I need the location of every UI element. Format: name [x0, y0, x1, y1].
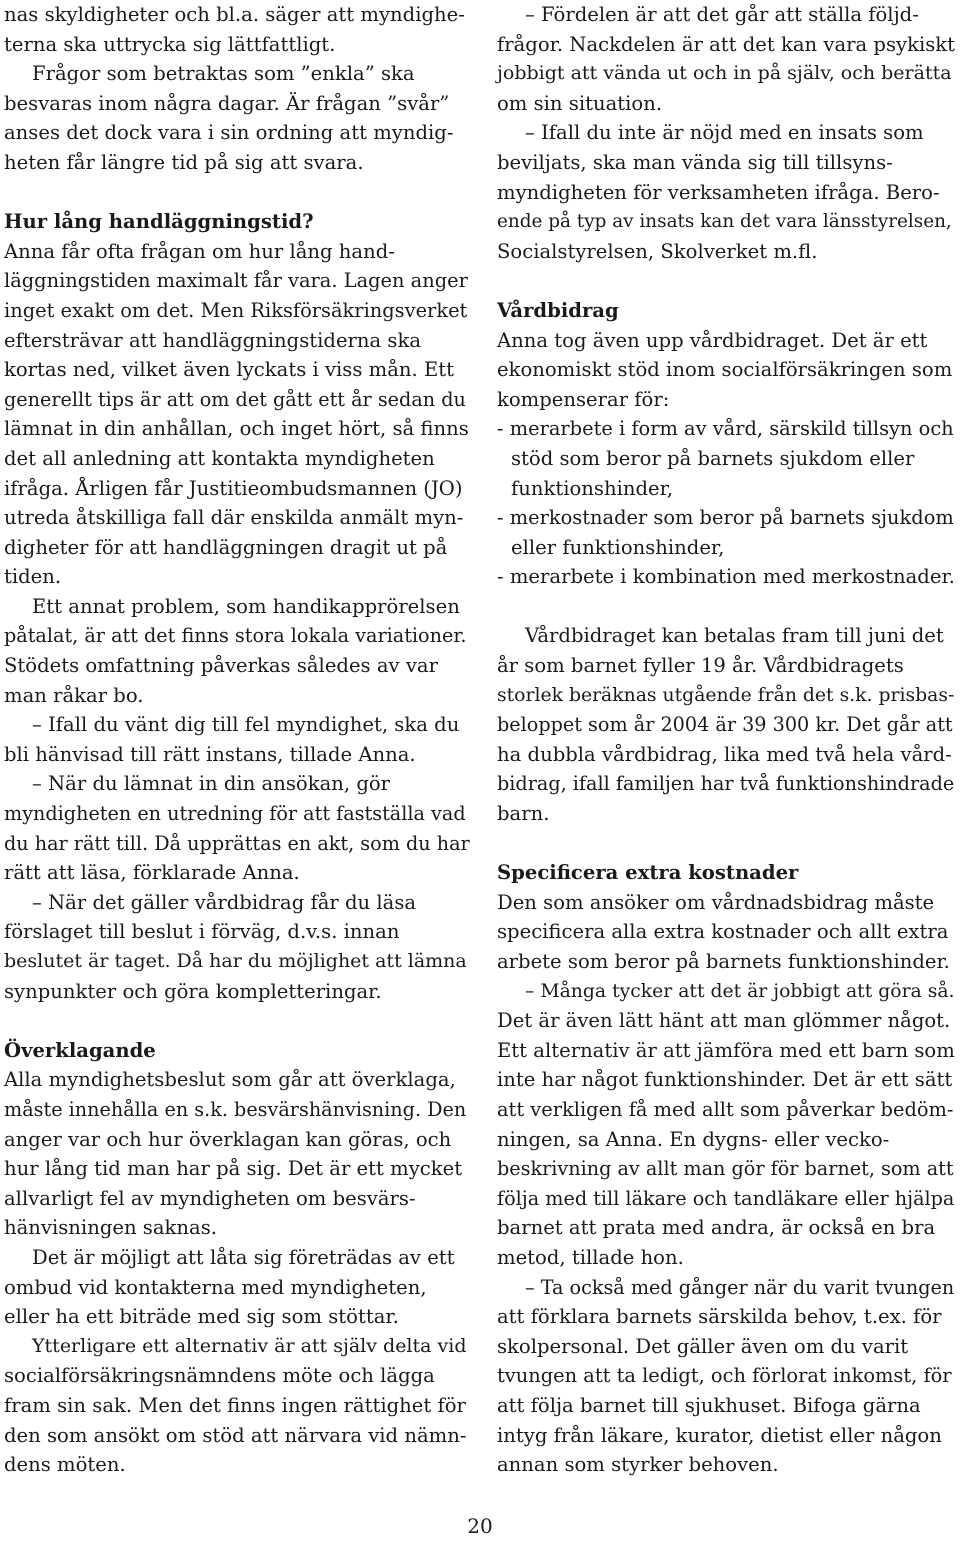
text-line: stöd som beror på barnets sjukdom eller — [511, 446, 915, 470]
text-line: generellt tips är att om det gått ett år sedan du — [4, 387, 466, 411]
text-line: Ytterligare ett alternativ är att själv delta vid — [32, 1334, 467, 1357]
text-line: socialförsäkringsnämndens möte och lägga — [4, 1364, 435, 1388]
text-line: Anna får ofta frågan om hur lång hand- — [4, 239, 395, 263]
section-heading: Överklagande — [4, 1038, 156, 1062]
text-line: beskrivning av allt man gör för barnet, som att — [497, 1157, 954, 1181]
text-line: Ett alternativ är att jämföra med ett barn som — [497, 1038, 955, 1062]
text-line: beloppet som år 2004 är 39 300 kr. Det går att — [497, 713, 953, 737]
text-line: Alla myndighetsbeslut som går att överklaga, — [4, 1068, 456, 1092]
text-line: – När du lämnat in din ansökan, gör — [32, 772, 391, 796]
text-line: Det är även lätt hänt att man glömmer något. — [497, 1009, 951, 1033]
text-line: inget exakt om det. Men Riksförsäkringsverket — [4, 298, 468, 322]
text-line: den som ansökt om stöd att närvara vid nämn- — [4, 1423, 467, 1447]
text-line: myndigheten för verksamheten ifråga. Bero- — [497, 180, 940, 204]
text-line: läggningstiden maximalt får vara. Lagen anger — [4, 269, 468, 293]
text-line: besvaras inom några dagar. Är frågan ”svår” — [4, 91, 450, 115]
text-line: annan som styrker behoven. — [497, 1453, 779, 1477]
paragraph-spacer — [497, 266, 955, 296]
text-line: - merarbete i kombination med merkostnader. — [497, 565, 955, 589]
text-line: hur lång tid man har på sig. Det är ett mycket — [4, 1157, 463, 1181]
text-line: beslutet är taget. Då har du möjlighet att lämna — [4, 950, 467, 972]
text-line: att följa barnet till sjukhuset. Bifoga gärna — [497, 1393, 921, 1417]
text-line: storlek beräknas utgående från det s.k. prisbas- — [497, 684, 955, 706]
text-line: intyg från läkare, kurator, dietist eller någon — [497, 1423, 942, 1447]
text-line: utreda åtskilliga fall där enskilda anmält myn- — [4, 506, 464, 530]
paragraph-spacer — [4, 1006, 470, 1036]
text-line: anses det dock vara i sin ordning att myndig- — [4, 121, 454, 145]
text-line: funktionshinder, — [511, 476, 674, 500]
text-line: eller ha ett biträde med sig som stöttar. — [4, 1305, 399, 1329]
text-line: barnet att prata med andra, är också en bra — [497, 1216, 936, 1240]
text-line: dens möten. — [4, 1453, 126, 1477]
text-line: det all anledning att kontakta myndigheten — [4, 446, 435, 470]
paragraph-spacer — [497, 592, 955, 622]
text-line: ombud vid kontakterna med myndigheten, — [4, 1275, 427, 1299]
text-line: heten får längre tid på sig att svara. — [4, 150, 364, 174]
text-line: att förklara barnets särskilda behov, t.ex. för — [497, 1305, 942, 1329]
text-line: jobbigt att vända ut och in på själv, och berätta — [497, 62, 952, 85]
text-line: terna ska uttrycka sig lättfattligt. — [4, 32, 336, 56]
text-line: ekonomiskt stöd inom socialförsäkringen som — [497, 358, 953, 382]
text-line: fram sin sak. Men det finns ingen rättighet för — [4, 1393, 466, 1417]
text-line: ende på typ av insats kan det vara länsstyrelsen, — [497, 211, 952, 233]
text-line: ifråga. Årligen får Justitieombudsmannen (JO) — [4, 476, 463, 500]
text-line: kortas ned, vilket även lyckats i viss mån. Ett — [4, 358, 455, 382]
text-line: om sin situation. — [497, 91, 663, 115]
text-line: synpunkter och göra kompletteringar. — [4, 979, 382, 1003]
text-line: – Ifall du vänt dig till fel myndighet, ska du — [32, 713, 460, 737]
text-line: - merarbete i form av vård, särskild tillsyn och — [497, 417, 954, 441]
text-line: – Många tycker att det är jobbigt att göra så. — [525, 980, 955, 1002]
text-line: specificera alla extra kostnader och allt extra — [497, 920, 949, 944]
text-line: skolpersonal. Det gäller även om du varit — [497, 1334, 909, 1358]
text-line: påtalat, är att det finns stora lokala variationer. — [4, 624, 467, 648]
section-heading: Specificera extra kostnader — [497, 861, 799, 885]
text-line: beviljats, ska man vända sig till tillsyns- — [497, 150, 893, 174]
text-line: allvarligt fel av myndigheten om besvärs- — [4, 1186, 416, 1210]
text-line: nas skyldigheter och bl.a. säger att myndighe- — [4, 3, 465, 26]
text-line: - merkostnader som beror på barnets sjukdom — [497, 506, 954, 530]
text-line: barn. — [497, 802, 550, 826]
text-line: hänvisningen saknas. — [4, 1216, 217, 1240]
right-column — [497, 0, 955, 1480]
text-line: Vårdbidraget kan betalas fram till juni det — [525, 624, 944, 648]
text-line: du har rätt till. Då upprättas en akt, som du har — [4, 831, 470, 855]
text-line: Socialstyrelsen, Skolverket m.fl. — [497, 239, 818, 263]
section-heading: Vårdbidrag — [497, 298, 619, 322]
paragraph-spacer — [4, 178, 470, 208]
text-line: bli hänvisad till rätt instans, tillade Anna. — [4, 742, 416, 766]
text-line: Anna tog även upp vårdbidraget. Det är ett — [497, 328, 928, 352]
text-line: man råkar bo. — [4, 683, 144, 707]
text-line: förslaget till beslut i förväg, d.v.s. innan — [4, 920, 400, 944]
text-line: anger var och hur överklagan kan göras, och — [4, 1127, 452, 1151]
text-line: följa med till läkare och tandläkare eller hjälpa — [497, 1186, 955, 1210]
text-line: – Ifall du inte är nöjd med en insats som — [525, 121, 924, 145]
text-line: ha dubbla vårdbidrag, lika med två hela vård- — [497, 742, 952, 766]
text-line: – Ta också med gånger när du varit tvungen — [525, 1275, 955, 1299]
text-line: år som barnet fyller 19 år. Vårdbidragets — [497, 654, 904, 678]
text-line: tvungen att ta ledigt, och förlorat inkomst, för — [497, 1364, 952, 1388]
text-line: myndigheten en utredning för att fastställa vad — [4, 802, 466, 826]
text-line: – När det gäller vårdbidrag får du läsa — [32, 890, 417, 914]
text-line: kompenserar för: — [497, 387, 670, 411]
text-line: Stödets omfattning påverkas således av var — [4, 654, 438, 678]
text-line: digheter för att handläggningen dragit ut på — [4, 535, 448, 559]
section-heading: Hur lång handläggningstid? — [4, 210, 314, 234]
text-line: Ett annat problem, som handikapprörelsen — [32, 594, 460, 618]
text-line: ningen, sa Anna. En dygns- eller vecko- — [497, 1127, 890, 1151]
left-column — [4, 0, 470, 1480]
text-line: lämnat in din anhållan, och inget hört, så finns — [4, 417, 469, 441]
text-line: eller funktionshinder, — [511, 535, 725, 559]
text-line: tiden. — [4, 565, 62, 589]
text-line: rätt att läsa, förklarade Anna. — [4, 861, 300, 885]
text-line: Den som ansöker om vårdnadsbidrag måste — [497, 890, 935, 914]
page-number: 20 — [467, 1514, 493, 1538]
text-line: eftersträvar att handläggningstiderna ska — [4, 328, 422, 352]
text-line: bidrag, ifall familjen har två funktionshindrade — [497, 772, 955, 796]
paragraph-spacer — [497, 829, 955, 859]
text-line: frågor. Nackdelen är att det kan vara psykiskt — [497, 32, 956, 56]
text-line: arbete som beror på barnets funktionshinder. — [497, 950, 950, 973]
text-line: – Fördelen är att det går att ställa följd- — [525, 3, 919, 26]
text-line: måste innehålla en s.k. besvärshänvisning. Den — [4, 1097, 467, 1121]
text-line: metod, tillade hon. — [497, 1245, 684, 1269]
text-line: Det är möjligt att låta sig företrädas av ett — [32, 1245, 455, 1269]
text-line: Frågor som betraktas som ”enkla” ska — [32, 62, 415, 86]
text-line: inte har något funktionshinder. Det är ett sätt — [497, 1068, 953, 1092]
text-line: att verkligen få med allt som påverkar bedöm- — [497, 1097, 954, 1121]
